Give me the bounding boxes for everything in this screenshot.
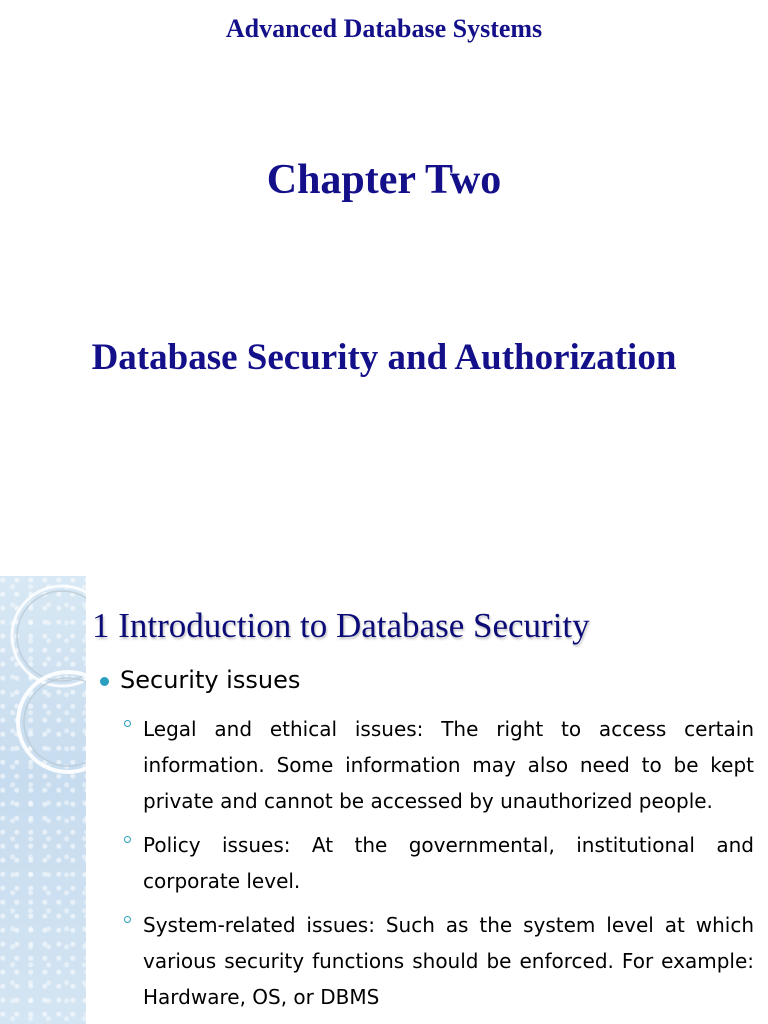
sub-bullet-text: Policy issues: At the governmental, institutional and corporate level. xyxy=(143,833,754,893)
chapter-title: Chapter Two xyxy=(266,157,502,203)
ring-bullet-icon xyxy=(124,720,131,727)
sub-bullet-text: Legal and ethical issues: The right to access certain information. Some information may also need to be kept private and cannot be accessed by unauthorized people. xyxy=(143,717,754,813)
sub-bullet-system xyxy=(122,907,754,1015)
bullet-dot-icon xyxy=(100,677,109,686)
sub-bullet-list xyxy=(122,711,754,1023)
content-slide xyxy=(0,576,768,1024)
slide-heading: 1 Introduction to Database Security xyxy=(92,606,590,645)
sub-bullet-text: System-related issues: Such as the system level at which various security functions should be enforced. For example: Hardware, OS, or DBMS xyxy=(143,913,754,1009)
course-title: Advanced Database Systems xyxy=(225,14,543,43)
sub-bullet-legal xyxy=(122,711,754,819)
bullet-text: Security issues xyxy=(120,666,301,694)
decorative-side-band xyxy=(0,576,86,1024)
sub-bullet-policy xyxy=(122,827,754,899)
decorative-rings-icon xyxy=(0,576,86,1024)
chapter-subject: Database Security and Authorization xyxy=(91,337,677,378)
ring-bullet-icon xyxy=(124,836,131,843)
ring-bullet-icon xyxy=(124,916,131,923)
